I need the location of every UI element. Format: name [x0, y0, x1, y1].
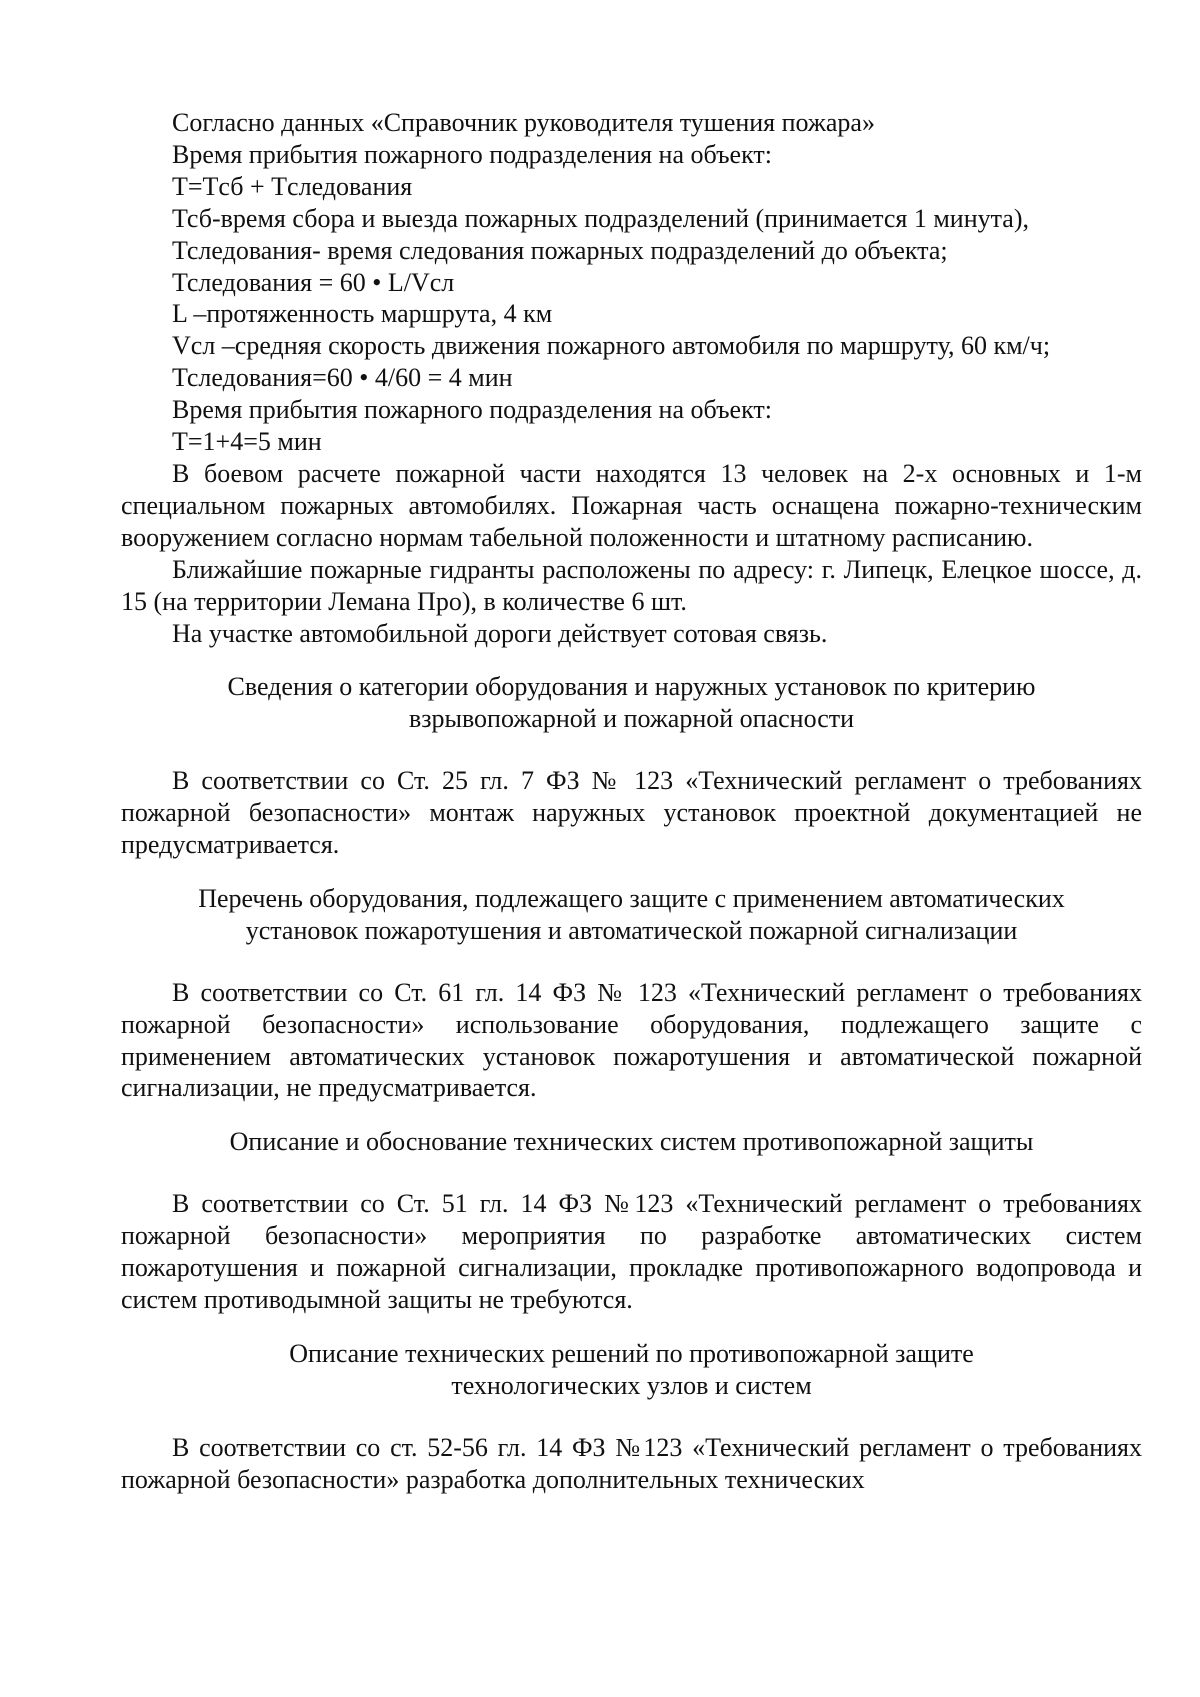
text-line: Время прибытия пожарного подразделения на объект:: [172, 139, 772, 169]
section-heading: [121, 883, 1142, 947]
text-line: Время прибытия пожарного подразделения на объект:: [172, 395, 772, 425]
section-body: В соответствии со ст. 52-56 гл. 14 ФЗ №123 «Технический регламент о требованиях пожарной безопасности» разработка дополнительных технических: [121, 1432, 1142, 1494]
section-body: В соответствии со Ст. 25 гл. 7 ФЗ № 123 «Технический регламент о требованиях пожарной безопасности» монтаж наружных установок проектной документацией не предусматривается.: [121, 766, 1142, 860]
section-heading: [121, 1126, 1142, 1158]
heading-line: Сведения о категории оборудования и наружных установок по критерию: [227, 672, 1036, 702]
section-body: В соответствии со Ст. 51 гл. 14 ФЗ №123 «Технический регламент о требованиях пожарной безопасности» мероприятия по разработке автоматических систем пожаротушения и пожарной сигнализации, прокладке противопожарного водопровода и систем противодымной защиты не требуются.: [121, 1189, 1142, 1314]
text-line: Тследования- время следования пожарных подразделений до объекта;: [172, 235, 948, 265]
text-line: Тсб-время сбора и выезда пожарных подразделений (принимается 1 минута),: [172, 203, 1029, 233]
formula-line: Тследования=60 • 4/60 = 4 мин: [172, 363, 513, 393]
heading-line: взрывопожарной и пожарной опасности: [408, 704, 855, 734]
heading-line: установок пожаротушения и автоматической пожарной сигнализации: [245, 915, 1018, 945]
section-heading: [121, 671, 1142, 735]
section-body: В соответствии со Ст. 61 гл. 14 ФЗ № 123 «Технический регламент о требованиях пожарной безопасности» использование оборудования, подлежащего защите с применением автоматических установок пожаротушения и автоматической пожарной сигнализации, не предусматривается.: [121, 977, 1142, 1103]
section-heading: [121, 1338, 1142, 1402]
heading-line: Перечень оборудования, подлежащего защите с применением автоматических: [198, 883, 1065, 913]
text-line: Vсл –средняя скорость движения пожарного автомобиля по маршруту, 60 км/ч;: [172, 331, 1051, 361]
heading-line: Описание и обоснование технических систем противопожарной защиты: [229, 1127, 1034, 1157]
formula-line: T=Tсб + Tследования: [172, 171, 413, 201]
heading-line: Описание технических решений по противопожарной защите: [289, 1338, 974, 1368]
formula-line: Тследования = 60 • L/Vсл: [172, 267, 455, 297]
text-line: L –протяженность маршрута, 4 км: [172, 299, 553, 329]
paragraph-crew: В боевом расчете пожарной части находятся 13 человек на 2-х основных и 1-м специальном пожарных автомобилях. Пожарная часть оснащена пожарно-техническим вооружением согласно нормам табельной положенности и штатному расписанию.: [121, 458, 1142, 552]
text-line: Согласно данных «Справочник руководителя тушения пожара»: [172, 108, 875, 137]
paragraph-cellular: На участке автомобильной дороги действует сотовая связь.: [172, 618, 828, 648]
formula-line: T=1+4=5 мин: [172, 427, 322, 457]
heading-line: технологических узлов и систем: [451, 1370, 812, 1400]
paragraph-hydrants: Ближайшие пожарные гидранты расположены по адресу: г. Липецк, Елецкое шоссе, д. 15 (на территории Лемана Про), в количестве 6 шт.: [121, 554, 1142, 616]
document-body: [121, 107, 1142, 1496]
